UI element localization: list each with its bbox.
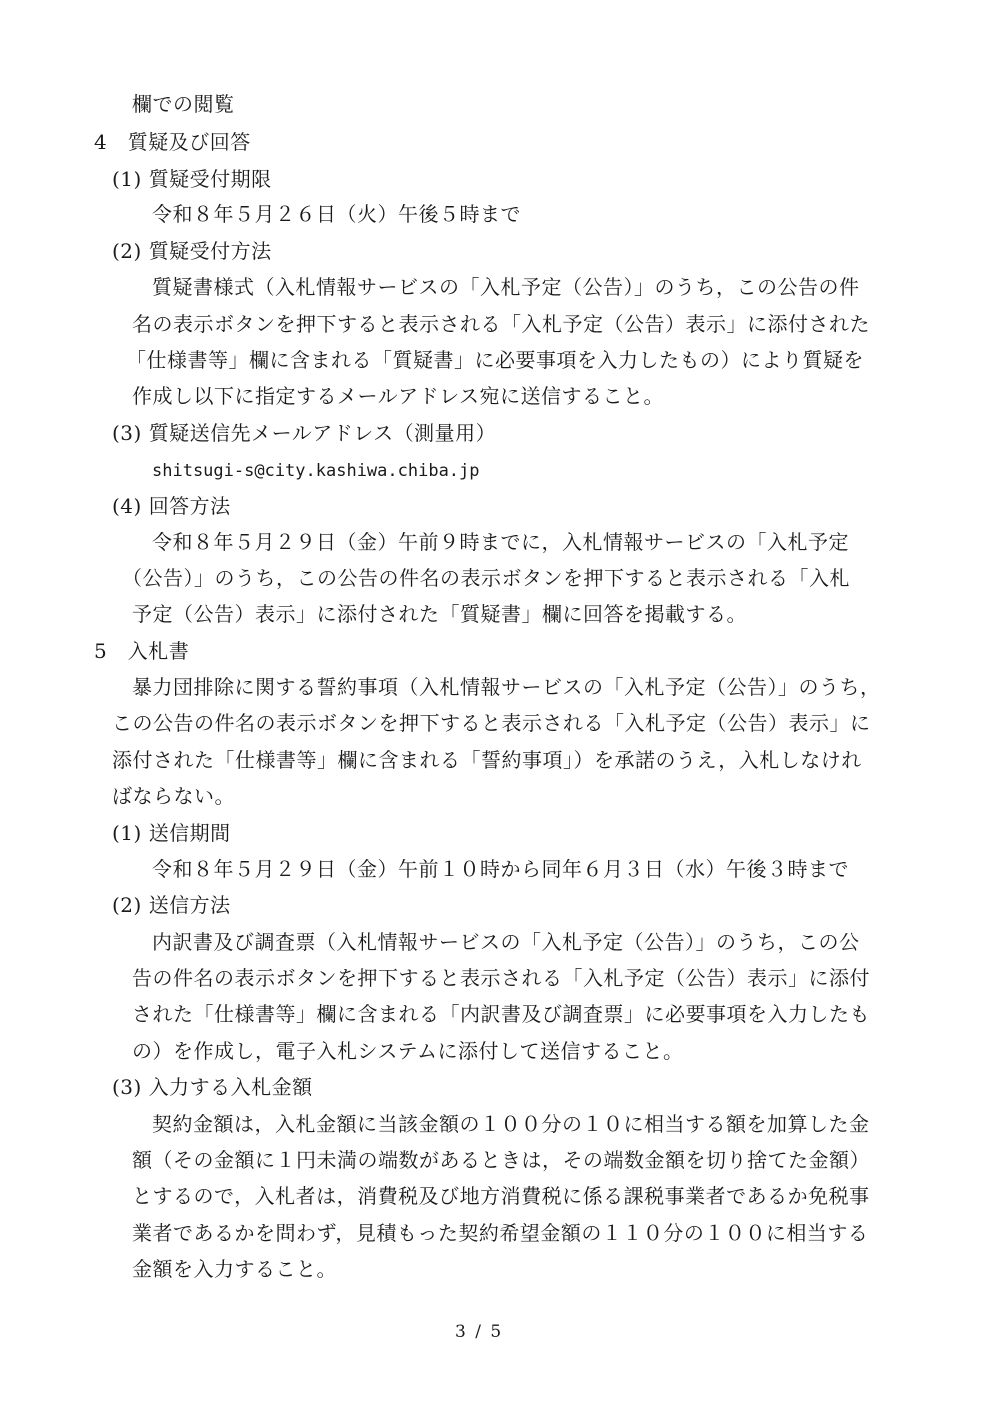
text-line: 添付された「仕様書等」欄に含まれる「誓約事項」）を承諾のうえ，入札しなけれ	[112, 748, 862, 772]
subsection-heading: (1) 質疑受付期限	[112, 167, 272, 191]
subsection-heading: (3) 入力する入札金額	[112, 1075, 313, 1099]
text-line: 「仕様書等」欄に含まれる「質疑書」に必要事項を入力したもの）により質疑を	[126, 348, 864, 372]
text-line: この公告の件名の表示ボタンを押下すると表示される「入札予定（公告）表示」に	[112, 711, 871, 735]
text-line: 名の表示ボタンを押下すると表示される「入札予定（公告）表示」に添付された	[132, 312, 870, 336]
text-line: 欄での閲覧	[132, 92, 235, 116]
text-line: 令和８年５月２６日（火）午後５時まで	[152, 202, 521, 226]
text-line: （公告）」のうち，この公告の件名の表示ボタンを押下すると表示される「入札	[122, 566, 850, 590]
text-line: 令和８年５月２９日（金）午前９時までに，入札情報サービスの「入札予定	[152, 530, 849, 554]
text-line: 額（その金額に１円未満の端数があるときは，その端数金額を切り捨てた金額）	[132, 1148, 870, 1172]
email-address: shitsugi-s@city.kashiwa.chiba.jp	[152, 461, 480, 481]
text-line: ばならない。	[112, 784, 235, 808]
text-line: の）を作成し，電子入札システムに添付して送信すること。	[132, 1039, 684, 1063]
text-line: とするので，入札者は，消費税及び地方消費税に係る課税事業者であるか免税事	[132, 1184, 870, 1208]
subsection-heading: (1) 送信期間	[112, 821, 231, 845]
text-line: 作成し以下に指定するメールアドレス宛に送信すること。	[132, 384, 664, 408]
text-line: 金額を入力すること。	[132, 1257, 337, 1281]
page-number: 3 / 5	[455, 1322, 504, 1342]
text-line: 業者であるかを問わず，見積もった契約希望金額の１１０分の１００に相当する	[132, 1221, 869, 1245]
section-heading: 5 入札書	[94, 639, 190, 663]
text-line: 内訳書及び調査票（入札情報サービスの「入札予定（公告）」のうち，この公	[152, 930, 860, 954]
text-line: 令和８年５月２９日（金）午前１０時から同年６月３日（水）午後３時まで	[152, 857, 849, 881]
subsection-heading: (4) 回答方法	[112, 494, 231, 518]
section-heading: 4 質疑及び回答	[94, 130, 251, 154]
text-line: 契約金額は，入札金額に当該金額の１００分の１０に相当する額を加算した金	[152, 1112, 870, 1136]
text-line: 暴力団排除に関する誓約事項（入札情報サービスの「入札予定（公告）」のうち，	[132, 675, 881, 699]
text-line: 告の件名の表示ボタンを押下すると表示される「入札予定（公告）表示」に添付	[132, 966, 870, 990]
text-line: 質疑書様式（入札情報サービスの「入札予定（公告）」のうち，この公告の件	[152, 275, 860, 299]
subsection-heading: (2) 送信方法	[112, 893, 231, 917]
text-line: された「仕様書等」欄に含まれる「内訳書及び調査票」に必要事項を入力したも	[132, 1002, 870, 1026]
subsection-heading: (2) 質疑受付方法	[112, 239, 272, 263]
text-line: 予定（公告）表示」に添付された「質疑書」欄に回答を掲載する。	[132, 602, 747, 626]
subsection-heading: (3) 質疑送信先メールアドレス（測量用）	[112, 421, 497, 445]
